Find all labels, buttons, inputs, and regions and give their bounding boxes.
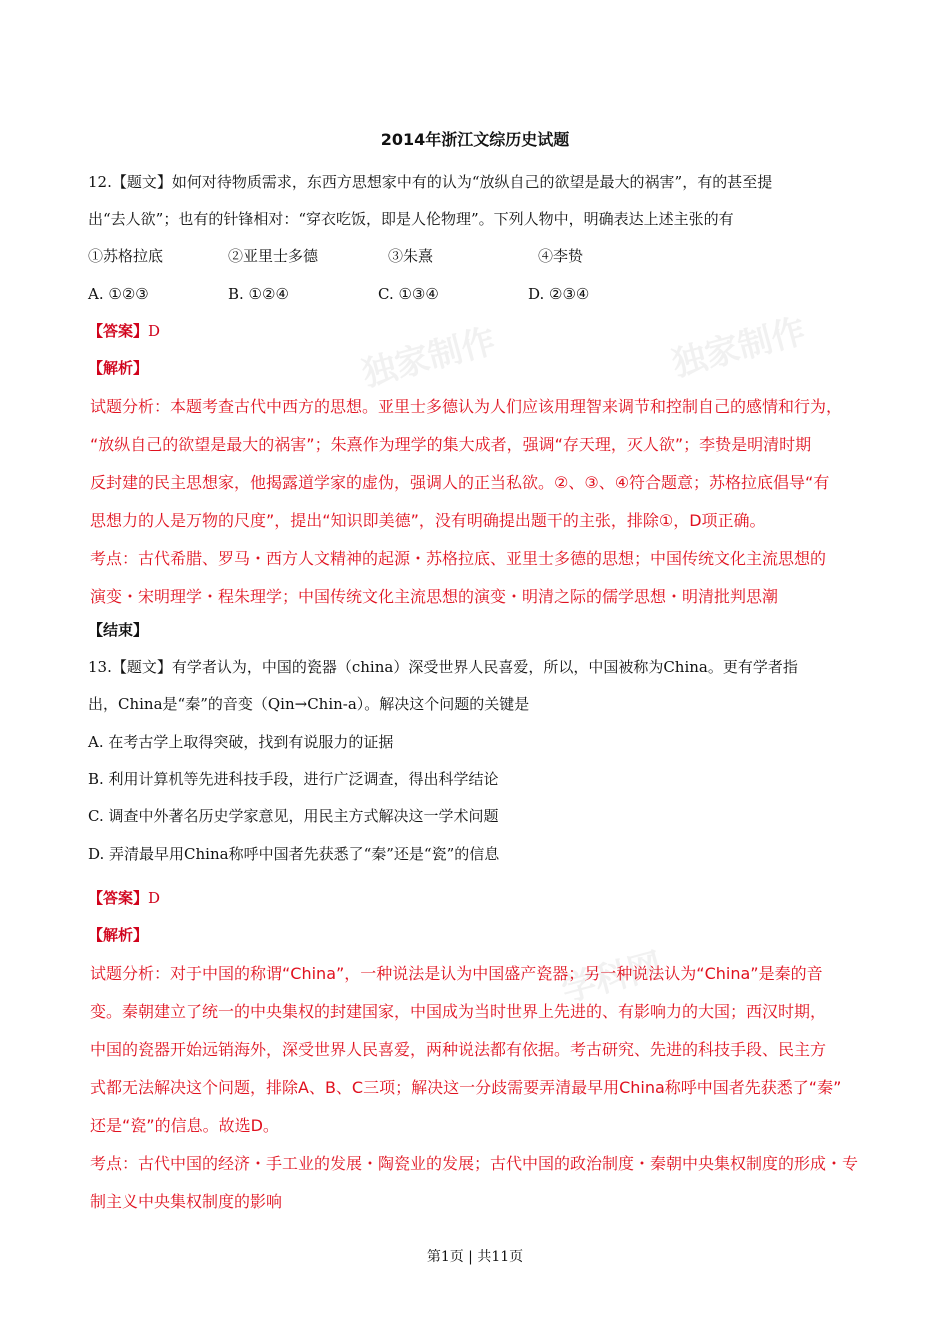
answer-tag: 【答案】 <box>88 889 149 907</box>
q13-analysis-tag <box>88 925 148 945</box>
q12-option-b: B. ①②④ <box>228 285 289 303</box>
analysis-tag: 【解析】 <box>88 926 149 944</box>
analysis-line: 考点：古代希腊、罗马・西方人文精神的起源・苏格拉底、亚里士多德的思想；中国传统文化主流思想的 <box>90 549 827 568</box>
q12-item: ②亚里士多德 <box>228 247 319 265</box>
watermark: 学科网 <box>557 945 667 1011</box>
analysis-line: “放纵自己的欲望是最大的祸害”；朱熹作为理学的集大成者，强调“存天理，灭人欲”；李贽是明清时期 <box>90 435 812 454</box>
q12-answer <box>88 321 160 341</box>
q12-stem-line-1: 12.【题文】如何对待物质需求，东西方思想家中有的认为“放纵自己的欲望是最大的祸害”，有的甚至提 <box>88 173 773 191</box>
q12-analysis-tag <box>88 358 148 378</box>
analysis-line: 试题分析：对于中国的称谓“China”，一种说法是认为中国盛产瓷器；另一种说法认为“China”是秦的音 <box>90 964 823 983</box>
answer-value: D <box>148 322 161 340</box>
analysis-line: 制主义中央集权制度的影响 <box>90 1192 283 1211</box>
q13-option-c: C. 调查中外著名历史学家意见，用民主方式解决这一学术问题 <box>88 807 499 825</box>
q13-analysis <box>90 955 880 1221</box>
q12-analysis <box>90 388 880 616</box>
q12-option-c: C. ①③④ <box>378 285 439 303</box>
page-footer: 第1页 | 共11页 <box>426 1249 524 1265</box>
q12-item: ④李贽 <box>538 247 584 265</box>
q12-item: ③朱熹 <box>388 247 434 265</box>
analysis-line: 中国的瓷器开始远销海外，深受世界人民喜爱，两种说法都有依据。考古研究、先进的科技手段、民主方 <box>90 1040 827 1059</box>
answer-value: D <box>148 889 161 907</box>
q12-stem-line-2: 出“去人欲”；也有的针锋相对：“穿衣吃饭，即是人伦物理”。下列人物中，明确表达上述主张的有 <box>88 210 734 228</box>
analysis-line: 考点：古代中国的经济・手工业的发展・陶瓷业的发展；古代中国的政治制度・秦朝中央集权制度的形成・专 <box>90 1154 859 1173</box>
q13-option-b: B. 利用计算机等先进科技手段，进行广泛调查，得出科学结论 <box>88 770 499 788</box>
analysis-line: 试题分析：本题考查古代中西方的思想。亚里士多德认为人们应该用理智来调节和控制自己的感情和行为， <box>90 397 843 416</box>
q13-answer <box>88 888 160 908</box>
analysis-line: 反封建的民主思想家，他揭露道学家的虚伪，强调人的正当私欲。②、③、④符合题意；苏格拉底倡导“有 <box>90 473 830 492</box>
watermark: 独家制作 <box>358 320 500 395</box>
watermark: 独家制作 <box>668 310 810 385</box>
analysis-line: 演变・宋明理学・程朱理学；中国传统文化主流思想的演变・明清之际的儒学思想・明清批判思潮 <box>90 587 779 606</box>
q12-end-tag: 【结束】 <box>88 621 149 639</box>
q12-option-d: D. ②③④ <box>528 285 590 303</box>
analysis-line: 思想力的人是万物的尺度”，提出“知识即美德”，没有明确提出题干的主张，排除①，D项正确。 <box>90 511 766 530</box>
analysis-tag: 【解析】 <box>88 359 149 377</box>
q12-option-a: A. ①②③ <box>88 285 149 303</box>
q12-item: ①苏格拉底 <box>88 247 164 265</box>
q13-option-a: A. 在考古学上取得突破，找到有说服力的证据 <box>88 733 394 751</box>
q13-option-d: D. 弄清最早用China称呼中国者先获悉了“秦”还是“瓷”的信息 <box>88 845 500 863</box>
page-title: 2014年浙江文综历史试题 <box>380 130 570 149</box>
answer-tag: 【答案】 <box>88 322 149 340</box>
analysis-line: 还是“瓷”的信息。故选D。 <box>90 1116 279 1135</box>
analysis-line: 式都无法解决这个问题，排除A、B、C三项；解决这一分歧需要弄清最早用China称呼中国者先获悉了“秦” <box>90 1078 842 1097</box>
q13-stem-line-1: 13.【题文】有学者认为，中国的瓷器（china）深受世界人民喜爱，所以，中国被称为China。更有学者指 <box>88 658 798 676</box>
q13-stem-line-2: 出，China是“秦”的音变（Qin→Chin-a）。解决这个问题的关键是 <box>88 695 530 713</box>
analysis-line: 变。秦朝建立了统一的中央集权的封建国家，中国成为当时世界上先进的、有影响力的大国；西汉时期， <box>90 1002 827 1021</box>
